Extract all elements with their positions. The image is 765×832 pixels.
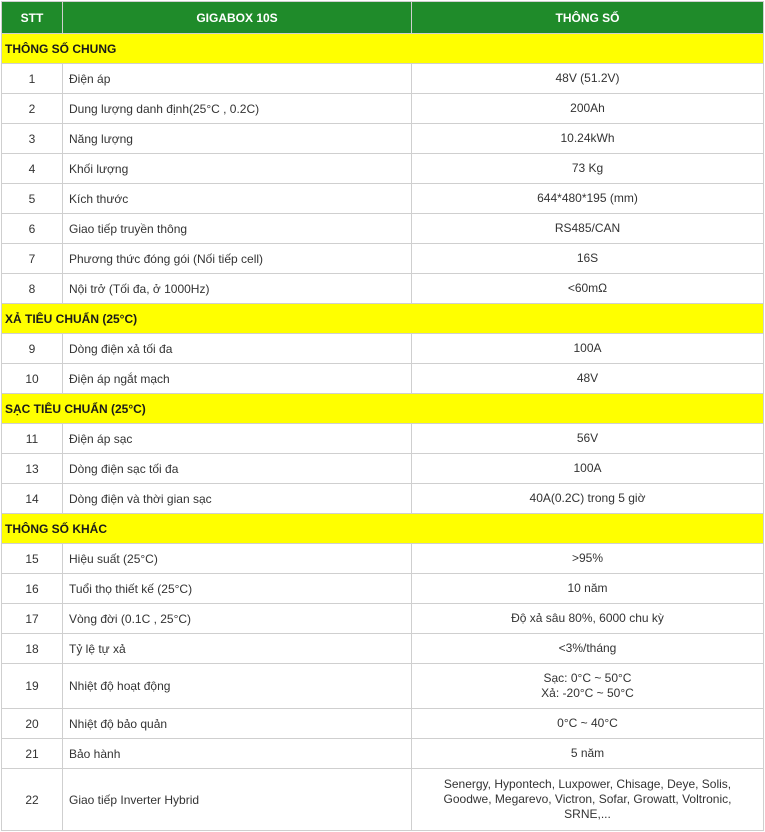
table-row bbox=[2, 244, 764, 274]
row-parameter: Giao tiếp Inverter Hybrid bbox=[63, 769, 412, 831]
table-row bbox=[2, 334, 764, 364]
row-parameter: Dung lượng danh định(25°C , 0.2C) bbox=[63, 94, 412, 124]
row-stt: 15 bbox=[2, 544, 63, 574]
row-stt: 1 bbox=[2, 64, 63, 94]
row-value bbox=[412, 424, 764, 454]
row-value bbox=[412, 574, 764, 604]
row-stt: 4 bbox=[2, 154, 63, 184]
row-parameter: Nội trở (Tối đa, ở 1000Hz) bbox=[63, 274, 412, 304]
row-stt: 19 bbox=[2, 664, 63, 709]
row-stt: 6 bbox=[2, 214, 63, 244]
row-value bbox=[412, 94, 764, 124]
row-value bbox=[412, 124, 764, 154]
row-parameter: Kích thước bbox=[63, 184, 412, 214]
row-stt: 21 bbox=[2, 739, 63, 769]
table-row bbox=[2, 124, 764, 154]
row-stt: 20 bbox=[2, 709, 63, 739]
table-row bbox=[2, 769, 764, 831]
section-title: XẢ TIÊU CHUẨN (25°C) bbox=[2, 304, 764, 334]
value-line: 5 năm bbox=[570, 746, 605, 760]
table-row bbox=[2, 739, 764, 769]
row-parameter: Tỷ lệ tự xả bbox=[63, 634, 412, 664]
row-value bbox=[412, 634, 764, 664]
header-stt: STT bbox=[2, 2, 63, 34]
row-stt: 22 bbox=[2, 769, 63, 831]
section-row bbox=[2, 514, 764, 544]
value-line: Goodwe, Megarevo, Victron, Sofar, Growatt, Voltronic, bbox=[443, 792, 732, 806]
row-value bbox=[412, 739, 764, 769]
row-parameter: Dòng điện sạc tối đa bbox=[63, 454, 412, 484]
row-parameter: Nhiệt độ bảo quản bbox=[63, 709, 412, 739]
row-value bbox=[412, 364, 764, 394]
table-row bbox=[2, 484, 764, 514]
table-row bbox=[2, 214, 764, 244]
row-parameter: Phương thức đóng gói (Nối tiếp cell) bbox=[63, 244, 412, 274]
section-title: THÔNG SỐ KHÁC bbox=[2, 514, 764, 544]
row-value bbox=[412, 154, 764, 184]
row-value bbox=[412, 454, 764, 484]
row-value bbox=[412, 334, 764, 364]
row-stt: 11 bbox=[2, 424, 63, 454]
row-parameter: Điện áp sạc bbox=[63, 424, 412, 454]
row-parameter: Vòng đời (0.1C , 25°C) bbox=[63, 604, 412, 634]
row-stt: 8 bbox=[2, 274, 63, 304]
row-value bbox=[412, 484, 764, 514]
row-parameter: Dòng điện xả tối đa bbox=[63, 334, 412, 364]
row-parameter: Nhiệt độ hoạt động bbox=[63, 664, 412, 709]
row-value bbox=[412, 214, 764, 244]
row-value bbox=[412, 664, 764, 709]
row-value bbox=[412, 244, 764, 274]
header-product: GIGABOX 10S bbox=[63, 2, 412, 34]
row-stt: 18 bbox=[2, 634, 63, 664]
value-line: 100A bbox=[573, 461, 602, 475]
row-stt: 3 bbox=[2, 124, 63, 154]
value-line: Sạc: 0°C ~ 50°C bbox=[543, 671, 632, 685]
table-row bbox=[2, 664, 764, 709]
table-row bbox=[2, 604, 764, 634]
value-line: Senergy, Hypontech, Luxpower, Chisage, Deye, Solis, bbox=[443, 777, 732, 791]
value-line: 16S bbox=[576, 251, 599, 265]
table-row bbox=[2, 154, 764, 184]
row-parameter: Hiệu suất (25°C) bbox=[63, 544, 412, 574]
table-row bbox=[2, 94, 764, 124]
value-line: 40A(0.2C) trong 5 giờ bbox=[529, 491, 646, 505]
row-stt: 7 bbox=[2, 244, 63, 274]
table-row bbox=[2, 424, 764, 454]
table-row bbox=[2, 64, 764, 94]
value-line: Độ xả sâu 80%, 6000 chu kỳ bbox=[511, 611, 664, 625]
value-line: 48V bbox=[576, 371, 599, 385]
table-row bbox=[2, 574, 764, 604]
section-row bbox=[2, 304, 764, 334]
value-line: 73 Kg bbox=[571, 161, 604, 175]
table-row bbox=[2, 364, 764, 394]
table-row bbox=[2, 634, 764, 664]
row-value bbox=[412, 64, 764, 94]
row-parameter: Điện áp ngắt mạch bbox=[63, 364, 412, 394]
value-line: 0°C ~ 40°C bbox=[557, 716, 618, 730]
row-value bbox=[412, 769, 764, 831]
header-row bbox=[2, 2, 764, 34]
value-line: >95% bbox=[571, 551, 604, 565]
value-line: <3%/tháng bbox=[558, 641, 617, 655]
row-parameter: Bảo hành bbox=[63, 739, 412, 769]
value-line: 100A bbox=[573, 341, 602, 355]
header-spec: THÔNG SỐ bbox=[412, 2, 764, 34]
section-title: THÔNG SỐ CHUNG bbox=[2, 34, 764, 64]
value-line: <60mΩ bbox=[567, 281, 608, 295]
row-parameter: Khối lượng bbox=[63, 154, 412, 184]
table-row bbox=[2, 184, 764, 214]
row-parameter: Tuổi thọ thiết kế (25°C) bbox=[63, 574, 412, 604]
row-value bbox=[412, 184, 764, 214]
row-value bbox=[412, 604, 764, 634]
value-line: 10 năm bbox=[567, 581, 608, 595]
row-parameter: Năng lượng bbox=[63, 124, 412, 154]
row-stt: 16 bbox=[2, 574, 63, 604]
table-row bbox=[2, 709, 764, 739]
table-row bbox=[2, 544, 764, 574]
table-row bbox=[2, 274, 764, 304]
row-stt: 10 bbox=[2, 364, 63, 394]
row-parameter: Giao tiếp truyền thông bbox=[63, 214, 412, 244]
row-stt: 2 bbox=[2, 94, 63, 124]
table-row bbox=[2, 454, 764, 484]
row-value bbox=[412, 709, 764, 739]
value-line: 10.24kWh bbox=[560, 131, 615, 145]
row-value bbox=[412, 274, 764, 304]
row-parameter: Dòng điện và thời gian sạc bbox=[63, 484, 412, 514]
value-line: SRNE,... bbox=[564, 807, 611, 821]
value-line: Xả: -20°C ~ 50°C bbox=[541, 686, 634, 700]
value-line: 200Ah bbox=[570, 101, 605, 115]
value-line: RS485/CAN bbox=[554, 221, 621, 235]
row-stt: 17 bbox=[2, 604, 63, 634]
section-row bbox=[2, 394, 764, 424]
value-line: 56V bbox=[576, 431, 599, 445]
section-row bbox=[2, 34, 764, 64]
row-value bbox=[412, 544, 764, 574]
spec-body bbox=[2, 34, 764, 831]
value-line: 644*480*195 (mm) bbox=[537, 191, 638, 205]
row-stt: 5 bbox=[2, 184, 63, 214]
row-parameter: Điện áp bbox=[63, 64, 412, 94]
row-stt: 14 bbox=[2, 484, 63, 514]
spec-table bbox=[1, 1, 764, 831]
section-title: SẠC TIÊU CHUẨN (25°C) bbox=[2, 394, 764, 424]
row-stt: 9 bbox=[2, 334, 63, 364]
value-line: 48V (51.2V) bbox=[555, 71, 620, 85]
row-stt: 13 bbox=[2, 454, 63, 484]
